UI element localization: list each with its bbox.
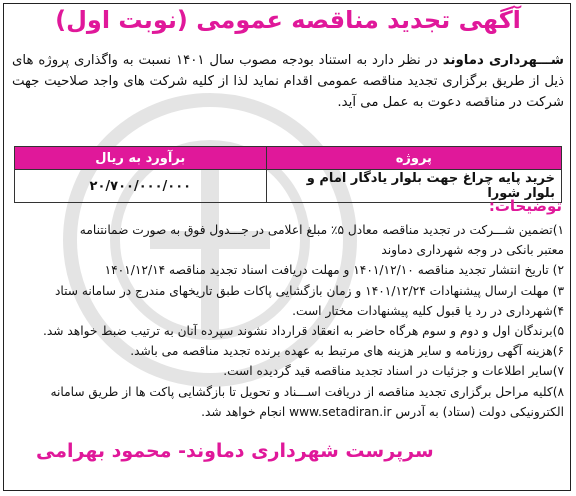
column-header-estimate: برآورد به ریال [15,147,267,170]
ad-title: آگهی تجدید مناقصه عمومی (نوبت اول) [55,6,521,34]
note-2: ۲) تاریخ انتشار تجدید مناقصه ۱۴۰۱/۱۲/۱۰ و مهلت دریافت اسناد تجدید مناقصه ۱۴۰۱/۱۲/۱۴ [104,263,564,278]
notes-heading: توضیحات: [488,197,562,215]
note-1: ۱)تضمین شـــرکت در تجدید مناقصه معادل ۵٪ مبلغ اعلامی در جـــدول فوق به صورت ضمانتنامه [79,223,564,237]
note-3: ۳) مهلت ارسال پیشنهادات ۱۴۰۱/۱۲/۲۴ و زمان بازگشایی پاکات طبق تاریخهای مندرج در سامانه ستاد [54,283,564,298]
note-8: ۸)کلیه مراحل برگزاری تجدید مناقصه از دریافت اســـناد و تحویل تا بازگشایی پاکت ها از طریق سامانه [50,384,564,399]
note-1-continued: معتبر بانکی در وجه شهرداری دماوند [381,243,564,258]
intro-line-1: در نظر دارد به استناد بودجه مصوب سال ۱۴۰۱ نسبت به واگذاری [74,53,443,68]
note-4: ۴)شهرداری در رد یا قبول کلیه پیشنهادات مختار است. [292,303,564,318]
note-8-continued: الکترونیکی دولت (ستاد) به آدرس www.setadiran.ir انجام خواهد شد. [201,404,564,419]
intro-paragraph [12,50,564,113]
note-5: ۵)برندگان اول و دوم و سوم هرگاه حاضر به انعقاد قرارداد نشوند سپرده آنان به ترتیب ضبط خواهد شد. [43,324,564,339]
estimate-cell: ۲۰/۷۰۰/۰۰۰/۰۰۰ [15,170,267,203]
note-6: ۶)هزینه آگهی روزنامه و سایر هزینه های مرتبط به عهده برنده تجدید مناقصه می باشد. [130,344,564,359]
signature: سرپرست شهرداری دماوند- محمود بهرامی [36,440,434,462]
note-7: ۷)سایر اطلاعات و جزئیات در اسناد تجدید مناقصه قید گردیده است. [223,364,564,379]
intro-line-2: پروژه های ذیل از طریق برگزاری تجدید مناقصه عمومی اقدام نماید لذا از کلیه شرکت های [12,53,565,89]
column-header-project: پروژه [266,147,561,170]
intro-line-3: واجد صلاحیت جهت شرکت در مناقصه دعوت به عمل می آید. [12,74,564,110]
notes-list [12,220,564,422]
project-table [14,146,562,203]
table-header-row [15,147,562,170]
project-name-cell: خرید پایه چراغ جهت بلوار یادگار امام و بلوار شورا [266,170,561,203]
org-name: شـــهرداری دماوند [442,53,564,68]
table-row [15,170,562,203]
